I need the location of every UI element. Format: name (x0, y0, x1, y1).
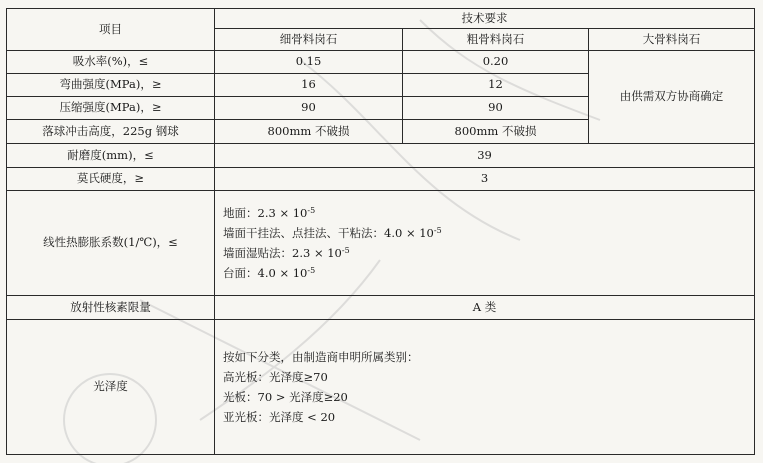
label-water-absorption: 吸水率(%)，≤ (7, 51, 215, 74)
gloss-line-high: 高光板：光泽度≥70 (223, 370, 328, 384)
label-thermal-expansion: 线性热膨胀系数(1/℃)，≤ (7, 191, 215, 296)
header-tech-requirements: 技术要求 (215, 9, 755, 29)
value-gloss (215, 320, 755, 455)
thermal-line-floor: 地面：$2.3 \times 10^{-5}$ (223, 206, 316, 220)
label-radioactivity: 放射性核素限量 (7, 296, 215, 320)
thermal-line-countertop: 台面：$4.0 \times 10^{-5}$ (223, 266, 316, 280)
label-ball-impact: 落球冲击高度，225g 钢球 (7, 120, 215, 144)
label-gloss: 光泽度 (7, 320, 215, 455)
gloss-line-gloss: 光板：70 > 光泽度≥20 (223, 390, 348, 404)
value-impact-fine: 800mm 不破损 (215, 120, 403, 144)
thermal-line-wall-dry: 墙面干挂法、点挂法、干粘法：$4.0 \times 10^{-5}$ (223, 226, 442, 240)
value-compressive-fine: 90 (215, 97, 403, 120)
value-large-aggregate-note: 由供需双方协商确定 (589, 51, 755, 144)
value-water-absorption-coarse: 0.20 (403, 51, 589, 74)
header-item: 项目 (7, 9, 215, 51)
gloss-line-intro: 按如下分类，由制造商申明所属类别： (223, 350, 419, 364)
value-flexural-fine: 16 (215, 74, 403, 97)
value-compressive-coarse: 90 (403, 97, 589, 120)
label-compressive-strength: 压缩强度(MPa)，≥ (7, 97, 215, 120)
spec-table (6, 8, 755, 455)
value-abrasion: 39 (215, 144, 755, 168)
value-flexural-coarse: 12 (403, 74, 589, 97)
gloss-line-matte: 亚光板：光泽度 < 20 (223, 410, 336, 424)
value-thermal-expansion (215, 191, 755, 296)
thermal-line-wall-wet: 墙面湿贴法：$2.3 \times 10^{-5}$ (223, 246, 350, 260)
value-mohs-hardness: 3 (215, 168, 755, 191)
value-water-absorption-fine: 0.15 (215, 51, 403, 74)
value-impact-coarse: 800mm 不破损 (403, 120, 589, 144)
label-abrasion: 耐磨度(mm)，≤ (7, 144, 215, 168)
label-flexural-strength: 弯曲强度(MPa)，≥ (7, 74, 215, 97)
header-fine-aggregate: 细骨料岗石 (215, 29, 403, 51)
label-mohs-hardness: 莫氏硬度，≥ (7, 168, 215, 191)
header-large-aggregate: 大骨料岗石 (589, 29, 755, 51)
value-radioactivity: A 类 (215, 296, 755, 320)
header-coarse-aggregate: 粗骨料岗石 (403, 29, 589, 51)
